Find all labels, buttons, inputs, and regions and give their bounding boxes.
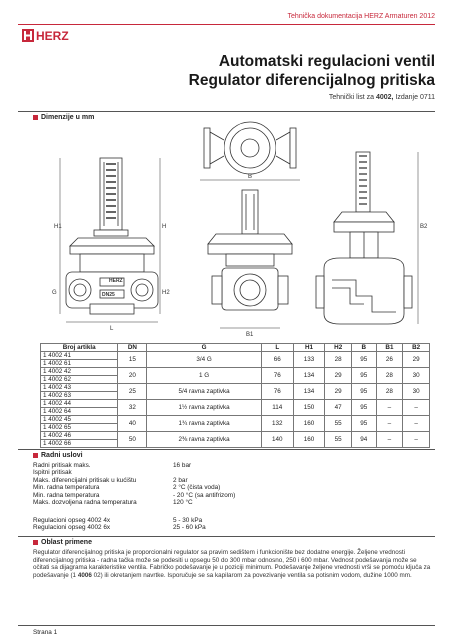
title-line1: Automatski regulacioni ventil [218, 53, 435, 70]
cell-b1: – [376, 432, 403, 448]
list-item: Regulacioni opseg 4002 4x 5 - 30 kPa [33, 517, 203, 524]
article-number-cell: 1 4002 65 [41, 424, 118, 432]
cell-h1: 160 [293, 416, 325, 432]
cell-l: 76 [261, 368, 293, 384]
section-title-dims: Dimenzije u mm [41, 114, 95, 121]
dim-label-b: B [248, 174, 253, 180]
cell-l: 114 [261, 400, 293, 416]
cell-h1: 160 [293, 432, 325, 448]
section-view-right [316, 152, 418, 324]
list-item: Radni pritisak maks. 16 bar [33, 462, 192, 469]
cell-h2: 28 [325, 352, 352, 368]
section-rule-scope [18, 536, 435, 537]
cell-h2: 29 [325, 384, 352, 400]
operating-conditions-list [33, 462, 235, 506]
article-number-cell: 1 4002 42 [41, 368, 118, 376]
cell-dn: 32 [118, 400, 147, 416]
dim-label-h2: H2 [162, 290, 170, 296]
cell-dn: 25 [118, 384, 147, 400]
col-header: B1 [376, 344, 403, 352]
cell-dn: 15 [118, 352, 147, 368]
cell-b: 95 [352, 368, 377, 384]
top-view [200, 122, 300, 180]
article-number-cell: 1 4002 64 [41, 408, 118, 416]
cell-b: 94 [352, 432, 377, 448]
table-header-row [41, 344, 430, 352]
cell-b1: 28 [376, 384, 403, 400]
table-row [41, 352, 430, 360]
cell-g: 5/4 ravna zaptivka [147, 384, 262, 400]
cell-b2: 30 [403, 384, 430, 400]
subtitle-suffix: Izdanje 0711 [395, 94, 435, 101]
cell-h1: 150 [293, 400, 325, 416]
dim-label-b2: B2 [420, 224, 428, 230]
cell-b1: – [376, 416, 403, 432]
cell-b2: – [403, 400, 430, 416]
section-heading-operating [33, 452, 83, 459]
cell-g: 3/4 G [147, 352, 262, 368]
cell-h1: 134 [293, 384, 325, 400]
section-title-operating: Radni uslovi [41, 452, 83, 459]
cell-h2: 47 [325, 400, 352, 416]
cell-g: 1 G [147, 368, 262, 384]
cell-g: 2⅜ ravna zaptivka [147, 432, 262, 448]
col-header: B2 [403, 344, 430, 352]
cell-b: 95 [352, 400, 377, 416]
title-line2: Regulator diferencijalnog pritiska [188, 72, 435, 89]
list-item: Ispitni pritisak [33, 469, 72, 477]
cell-b1: 28 [376, 368, 403, 384]
scope-paragraph: Regulator diferencijalnog pritiska je proporcionalni regulator sa pravim sedištem i funkcionište bez dodatne energije. Željene vrednosti diferencijalnog pritiska - radna tačka može se podesiti u opsegu 50 do 300 mbar odnosno, 250 i 600 mbar. Vednost podešavanja može se očitati sa dijagrama karakteristike ventila. Fabričko podešavanje je u poziciji minimum. Podešavanje željene vrednosti vrši se pomoću ključa za podešavanje (1 4006 02) ili okretanjem navrtke. Isporučuje se sa kapilarom za povezivanje ventila sa potisnim vodom, dužine 1000 mm. [33, 549, 431, 579]
cell-g: 1¾ ravna zaptivka [147, 416, 262, 432]
article-number-cell: 1 4002 46 [41, 432, 118, 440]
cell-b2: 29 [403, 352, 430, 368]
table-row [41, 368, 430, 376]
list-item: Min. radna temperatura - 20 °C (sa antifrizom) [33, 491, 236, 499]
header-rule [18, 24, 435, 25]
specs-table [40, 343, 430, 448]
footer-rule [18, 625, 435, 626]
cell-l: 66 [261, 352, 293, 368]
cell-b2: 30 [403, 368, 430, 384]
doc-label: Tehnička dokumentacija HERZ Armaturen 2012 [287, 13, 435, 20]
cell-h2: 55 [325, 432, 352, 448]
bullet-square-icon [33, 453, 38, 458]
dim-label-b1: B1 [246, 332, 254, 338]
cell-b2: – [403, 432, 430, 448]
article-number-cell: 1 4002 63 [41, 392, 118, 400]
bullet-square-icon [33, 540, 38, 545]
logo-text: HERZ [36, 29, 69, 42]
cell-b2: – [403, 416, 430, 432]
cell-l: 76 [261, 384, 293, 400]
subtitle-number: 4002, [375, 94, 394, 101]
cell-h2: 55 [325, 416, 352, 432]
col-header: G [147, 344, 262, 352]
col-header: L [261, 344, 293, 352]
cell-h2: 29 [325, 368, 352, 384]
section-title-scope: Oblast primene [41, 539, 92, 546]
regulation-ranges-list [33, 517, 206, 532]
col-header: DN [118, 344, 147, 352]
list-item: Regulacioni opseg 4002 6x 25 - 60 kPa [33, 524, 206, 532]
section-heading-scope [33, 539, 92, 546]
section-rule-dims [18, 111, 435, 112]
list-item: Maks. diferencijalni pritisak u kućištu 2 bar [33, 476, 188, 484]
body-dn-text: DN25 [102, 292, 115, 298]
list-item: Min. radna temperatura 2 °C (čista voda) [33, 484, 221, 492]
cell-dn: 40 [118, 416, 147, 432]
dim-label-g: G [52, 290, 57, 296]
col-header: B [352, 344, 377, 352]
table-row [41, 416, 430, 424]
dim-label-l: L [110, 326, 114, 332]
cell-l: 140 [261, 432, 293, 448]
cell-b: 95 [352, 352, 377, 368]
col-header: Broj artikla [41, 344, 118, 352]
col-header: H1 [293, 344, 325, 352]
cell-b: 95 [352, 416, 377, 432]
cell-l: 132 [261, 416, 293, 432]
section-rule-operating [18, 449, 435, 450]
cell-g: 1½ ravna zaptivka [147, 400, 262, 416]
cell-b: 95 [352, 384, 377, 400]
table-row [41, 400, 430, 408]
list-item: Maks. dozvoljena radna temperatura 120 °C [33, 499, 193, 507]
table-row [41, 432, 430, 440]
herz-logo [22, 29, 74, 42]
subtitle [329, 94, 435, 101]
article-number-cell: 1 4002 45 [41, 416, 118, 424]
page-number: Strana 1 [33, 629, 58, 636]
cell-b1: 26 [376, 352, 403, 368]
cell-b1: – [376, 400, 403, 416]
front-view [208, 190, 292, 328]
body-brand-text: HERZ [109, 278, 123, 284]
cell-dn: 20 [118, 368, 147, 384]
article-number-cell: 1 4002 62 [41, 376, 118, 384]
article-number-cell: 1 4002 43 [41, 384, 118, 392]
cell-dn: 50 [118, 432, 147, 448]
cell-h1: 133 [293, 352, 325, 368]
article-number-cell: 1 4002 61 [41, 360, 118, 368]
table-row [41, 384, 430, 392]
dim-label-h1: H1 [54, 224, 62, 230]
subtitle-prefix: Tehnički list za [328, 94, 374, 101]
bullet-square-icon [33, 115, 38, 120]
article-number-cell: 1 4002 41 [41, 352, 118, 360]
cell-h1: 134 [293, 368, 325, 384]
valve-technical-drawing [50, 118, 430, 340]
article-number-cell: 1 4002 44 [41, 400, 118, 408]
col-header: H2 [325, 344, 352, 352]
dim-label-h: H [162, 224, 167, 230]
article-number-cell: 1 4002 66 [41, 440, 118, 448]
